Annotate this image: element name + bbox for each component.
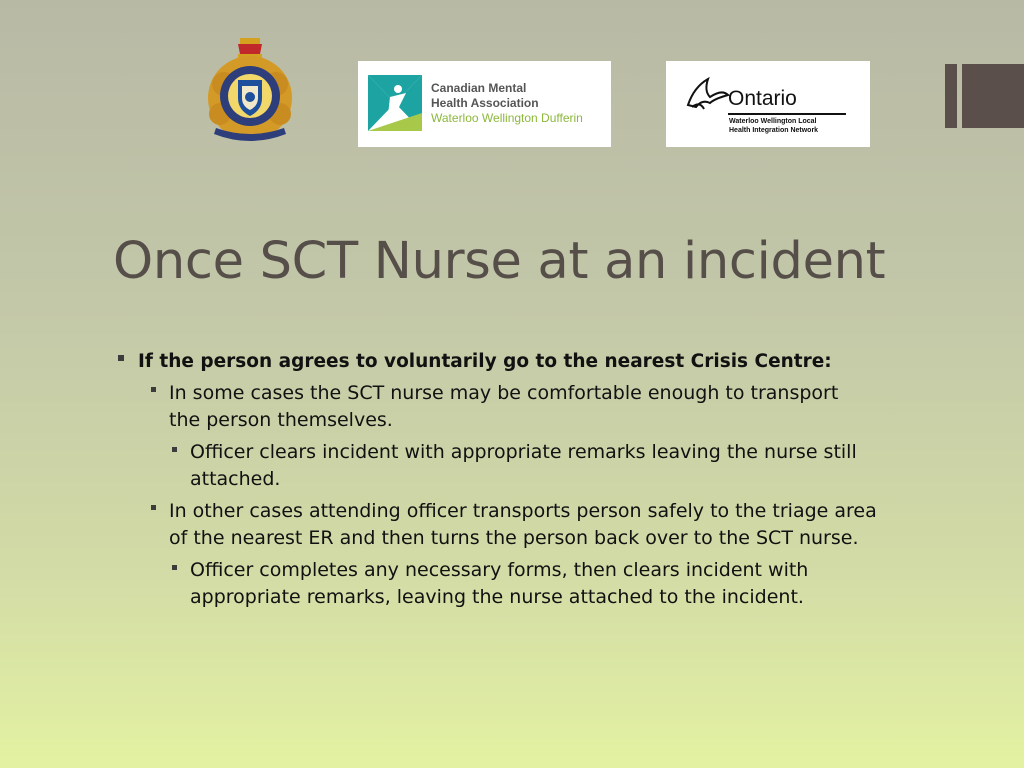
bullet-marker bbox=[118, 355, 124, 361]
bullet-level2-text: In some cases the SCT nurse may be comfortable enough to transport bbox=[169, 382, 839, 404]
bullet-level2-text-cont: of the nearest ER and then turns the person back over to the SCT nurse. bbox=[169, 527, 859, 549]
cmha-branch-name: Waterloo Wellington Dufferin bbox=[431, 111, 583, 125]
cmha-name-line-1: Canadian Mental bbox=[431, 81, 527, 95]
bullet-marker bbox=[172, 447, 177, 452]
bullet-marker bbox=[172, 565, 177, 570]
lhin-name-line-2: Health Integration Network bbox=[729, 127, 819, 134]
slide-title: Once SCT Nurse at an incident bbox=[113, 232, 886, 291]
ontario-wordmark: Ontario bbox=[728, 87, 797, 110]
bullet-level3-text-cont: appropriate remarks, leaving the nurse attached to the incident. bbox=[190, 586, 804, 608]
lhin-name-line-1: Waterloo Wellington Local bbox=[729, 118, 817, 125]
bullet-level2-text: In other cases attending officer transports person safely to the triage area bbox=[169, 500, 877, 522]
cmha-name-line-2: Health Association bbox=[431, 96, 539, 110]
bullet-level3-text-cont: attached. bbox=[190, 468, 281, 490]
bullet-level3-text: Officer clears incident with appropriate remarks leaving the nurse still bbox=[190, 441, 857, 463]
bullet-marker bbox=[151, 387, 156, 392]
bullet-marker bbox=[151, 505, 156, 510]
bullet-level1-text: If the person agrees to voluntarily go to the nearest Crisis Centre: bbox=[138, 351, 832, 372]
bullet-level2-text-cont: the person themselves. bbox=[169, 409, 393, 431]
bullet-level3-text: Officer completes any necessary forms, then clears incident with bbox=[190, 559, 809, 581]
